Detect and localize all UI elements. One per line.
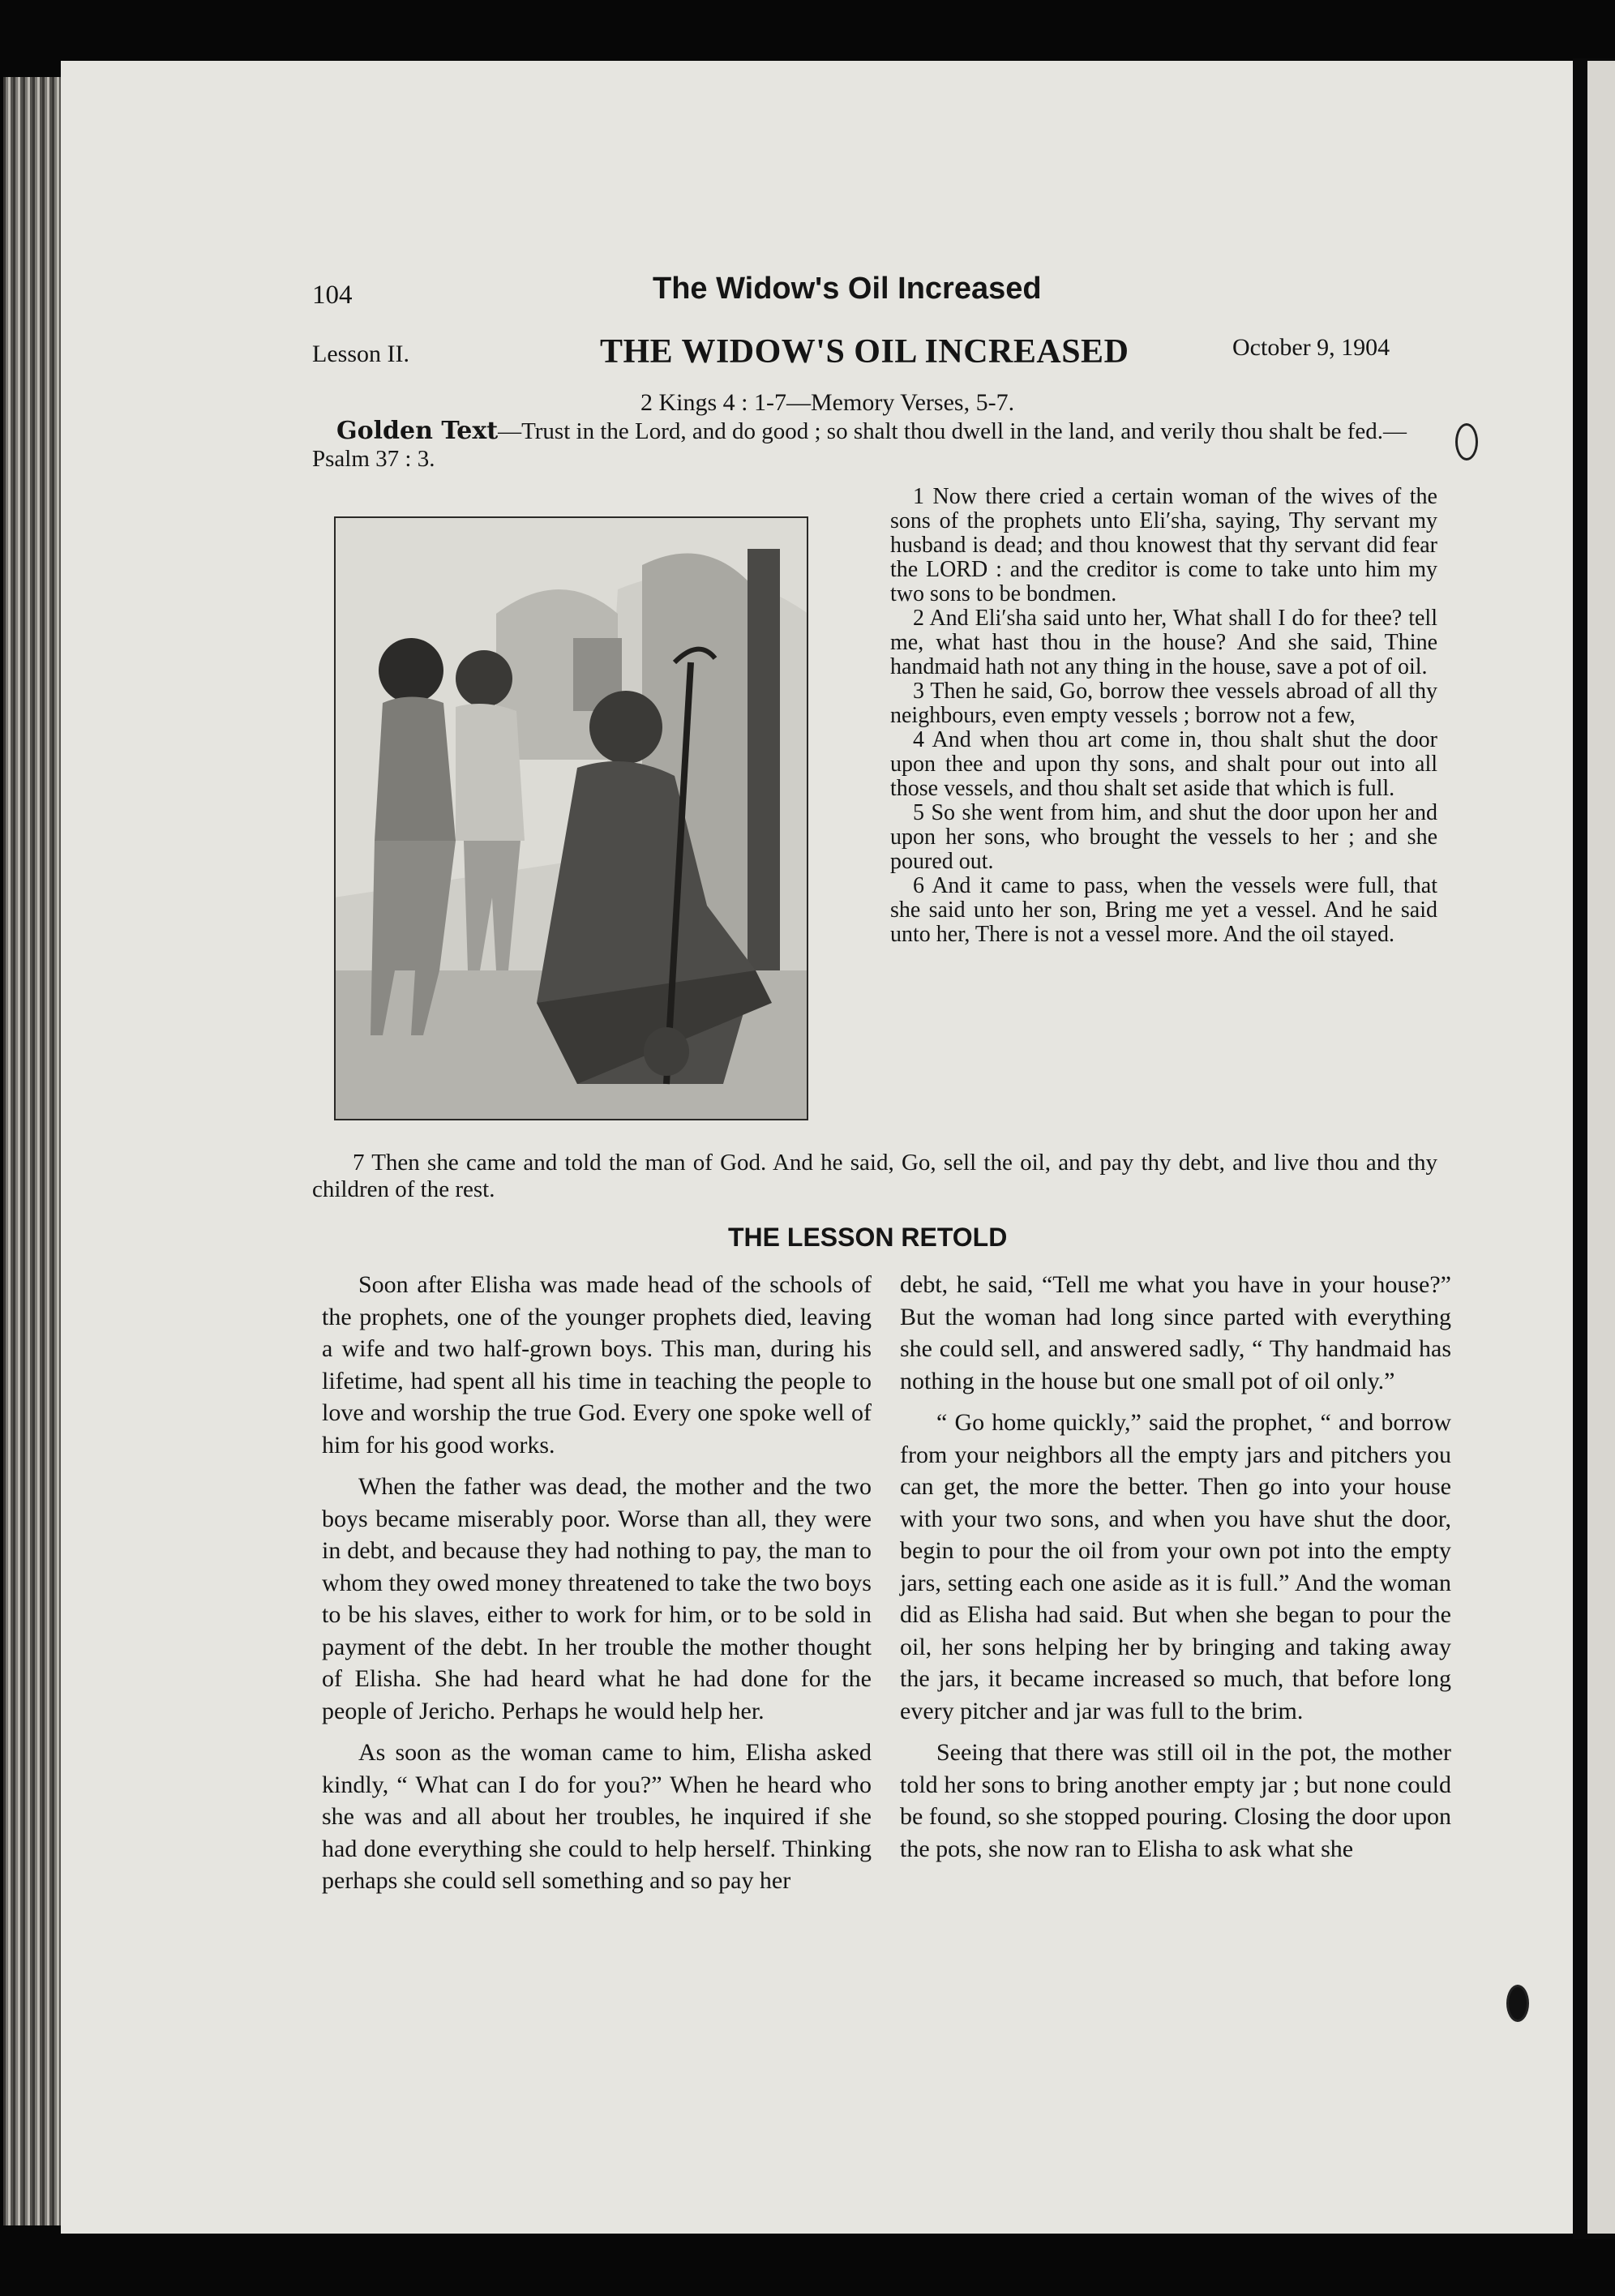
- section-heading-lesson-retold: THE LESSON RETOLD: [728, 1223, 1008, 1252]
- golden-text-body: —Trust in the Lord, and do good ; so shalt thou dwell in the land, and verily thou shalt be fed.—Psalm 37 : 3.: [312, 418, 1407, 472]
- verse-4: 4 And when thou art come in, thou shalt shut the door upon thee and upon thy sons, and shalt pour out into all those vessels, and thou shalt set aside that which is full.: [890, 727, 1437, 801]
- retold-paragraph: “ Go home quickly,” said the prophet, “ and borrow from your neighbors all the empty jars and pitchers you can get, the more the better. Then go into your house with your two sons, and when you have shut the door, begin to pour the oil from your own pot into the empty jars, setting each one aside as it is full.” And the woman did as Elisha had said. But when she began to pour the oil, her sons helping her by bringing and taking away the jars, it became increased so much, that before long every pitcher and jar was full to the brim.: [900, 1409, 1451, 1724]
- scripture-reference: 2 Kings 4 : 1-7—Memory Verses, 5-7.: [640, 389, 1015, 416]
- lesson-title: THE WIDOW'S OIL INCREASED: [600, 333, 1129, 371]
- engraving-image: [334, 516, 808, 1120]
- illustration-elisha-and-sons: [334, 516, 808, 1120]
- verse-5: 5 So she went from him, and shut the door upon her and upon her sons, who brought the vessels to her ; and she poured out.: [890, 800, 1437, 874]
- verse-1: 1 Now there cried a certain woman of the wives of the sons of the prophets unto Eli′sha, saying, Thy servant my husband is dead; and thou knowest that thy servant did fear the LORD : and the creditor is come to take unto him my two sons to be bondmen.: [890, 484, 1437, 606]
- verse-3: 3 Then he said, Go, borrow thee vessels abroad of all thy neighbours, even empty vessels ; borrow not a few,: [890, 679, 1437, 728]
- lesson-date: October 9, 1904: [1232, 334, 1390, 361]
- retold-paragraph: Seeing that there was still oil in the pot, the mother told her sons to bring another empty jar ; but none could be found, so she stopped pouring. Closing the door upon the pots, she now ran to Elisha to ask what she: [900, 1739, 1451, 1862]
- retold-paragraph-continued: debt, he said, “Tell me what you have in your house?” But the woman had long since parted with everything she could sell, and answered sadly, “ Thy handmaid has nothing in the house but one small pot of oil only.”: [900, 1271, 1451, 1394]
- retold-paragraph: Soon after Elisha was made head of the schools of the prophets, one of the younger prophets died, leaving a wife and two half-grown boys. This man, during his lifetime, had spent all his time in teaching the people to love and worship the true God. Every one spoke well of him for his good works.: [322, 1271, 872, 1459]
- scripture-verses-1-6: [890, 485, 1437, 947]
- running-header: [312, 268, 1447, 316]
- margin-mark: [1506, 1985, 1529, 2022]
- verse-2: 2 And Eli′sha said unto her, What shall I do for thee? tell me, what hast thou in the house? And she said, Thine handmaid hath not any thing in the house, save a pot of oil.: [890, 606, 1437, 679]
- verse-7: 7 Then she came and told the man of God. And he said, Go, sell the oil, and pay thy debt, and live thou and thy children of the rest.: [312, 1150, 1437, 1202]
- retold-paragraph: When the father was dead, the mother and the two boys became miserably poor. Worse than all, they were in debt, and because they had nothing to pay, the man to whom they owed money threatened to take the two boys to be his slaves, either to work for him, or to be sold in payment of the debt. In her trouble the mother thought of Elisha. She had heard what he had done for the people of Jericho. Perhaps he would help her.: [322, 1473, 872, 1724]
- paper-sheet: [61, 61, 1581, 2234]
- retold-paragraph: As soon as the woman came to him, Elisha asked kindly, “ What can I do for you?” When he heard who she was and all about her troubles, he inquired if she had done everything she could to help herself. Thinking perhaps she could sell something and so pay her: [322, 1739, 872, 1894]
- facing-page-edge: [1587, 61, 1615, 2234]
- retold-right-column: [900, 1269, 1451, 1874]
- golden-text: [312, 418, 1431, 473]
- golden-text-label: Golden Text: [336, 417, 499, 445]
- running-title: The Widow's Oil Increased: [653, 272, 1042, 306]
- lesson-number: Lesson II.: [312, 341, 409, 367]
- retold-left-column: [322, 1269, 872, 1907]
- page-number: 104: [312, 281, 353, 310]
- verse-6: 6 And it came to pass, when the vessels were full, that she said unto her son, Bring me yet a vessel. And he said unto her, There is not a vessel more. And the oil stayed.: [890, 873, 1437, 947]
- margin-mark: [1455, 423, 1478, 460]
